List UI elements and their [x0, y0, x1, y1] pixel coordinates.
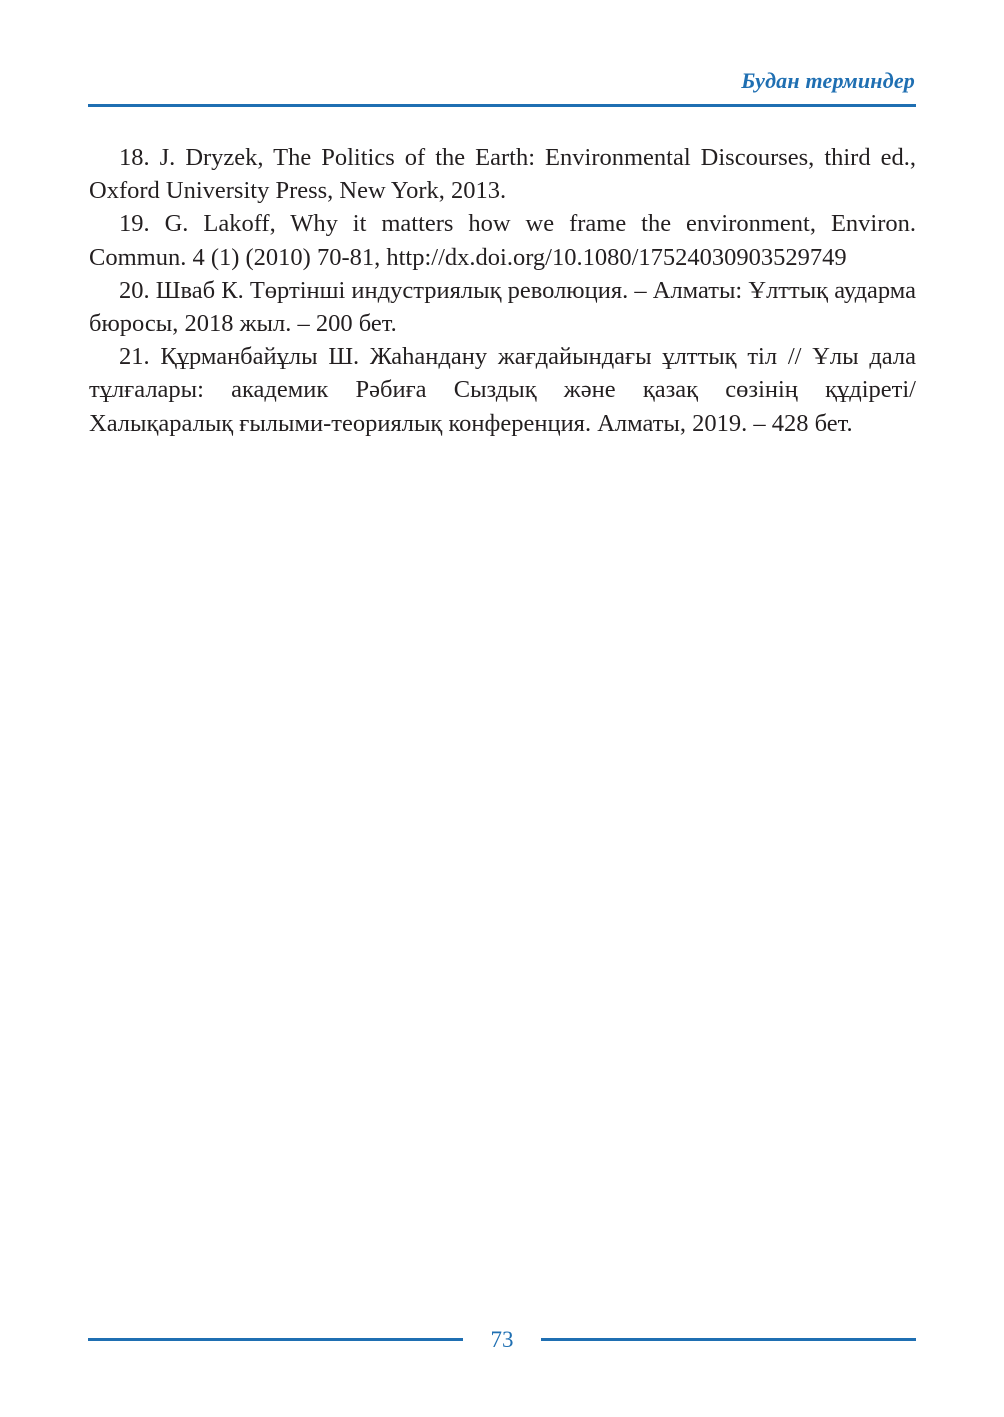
reference-item-20: 20. Шваб К. Төртінші индустриялық революция. – Алматы: Ұлттық аударма бюросы, 2018 жыл. – 200 бет.	[89, 276, 916, 338]
header-rule	[88, 104, 916, 107]
footer-rule-left	[88, 1338, 463, 1341]
reference-item-21: 21. Құрманбайұлы Ш. Жаһандану жағдайындағы ұлттық тіл // Ұлы дала тұлғалары: академик Рәбиға Сыздық және қазақ сөзінің құдіреті/ Халықаралық ғылыми-теориялық конференция. Алматы, 2019. – 428 бет.	[89, 343, 916, 437]
running-header-title: Будан терминдер	[741, 68, 915, 93]
reference-item-19: 19. G. Lakoff, Why it matters how we frame the environment, Environ. Commun. 4 (1) (2010) 70-81, http://dx.doi.org/10.1080/17524030903529749	[89, 210, 916, 271]
reference-item-18: 18. J. Dryzek, The Politics of the Earth: Environmental Discourses, third ed., Oxford University Press, New York, 2013.	[89, 144, 916, 205]
footer-rule-right	[541, 1338, 916, 1341]
page-number: 73	[490, 1327, 514, 1352]
reference-list	[89, 141, 916, 440]
